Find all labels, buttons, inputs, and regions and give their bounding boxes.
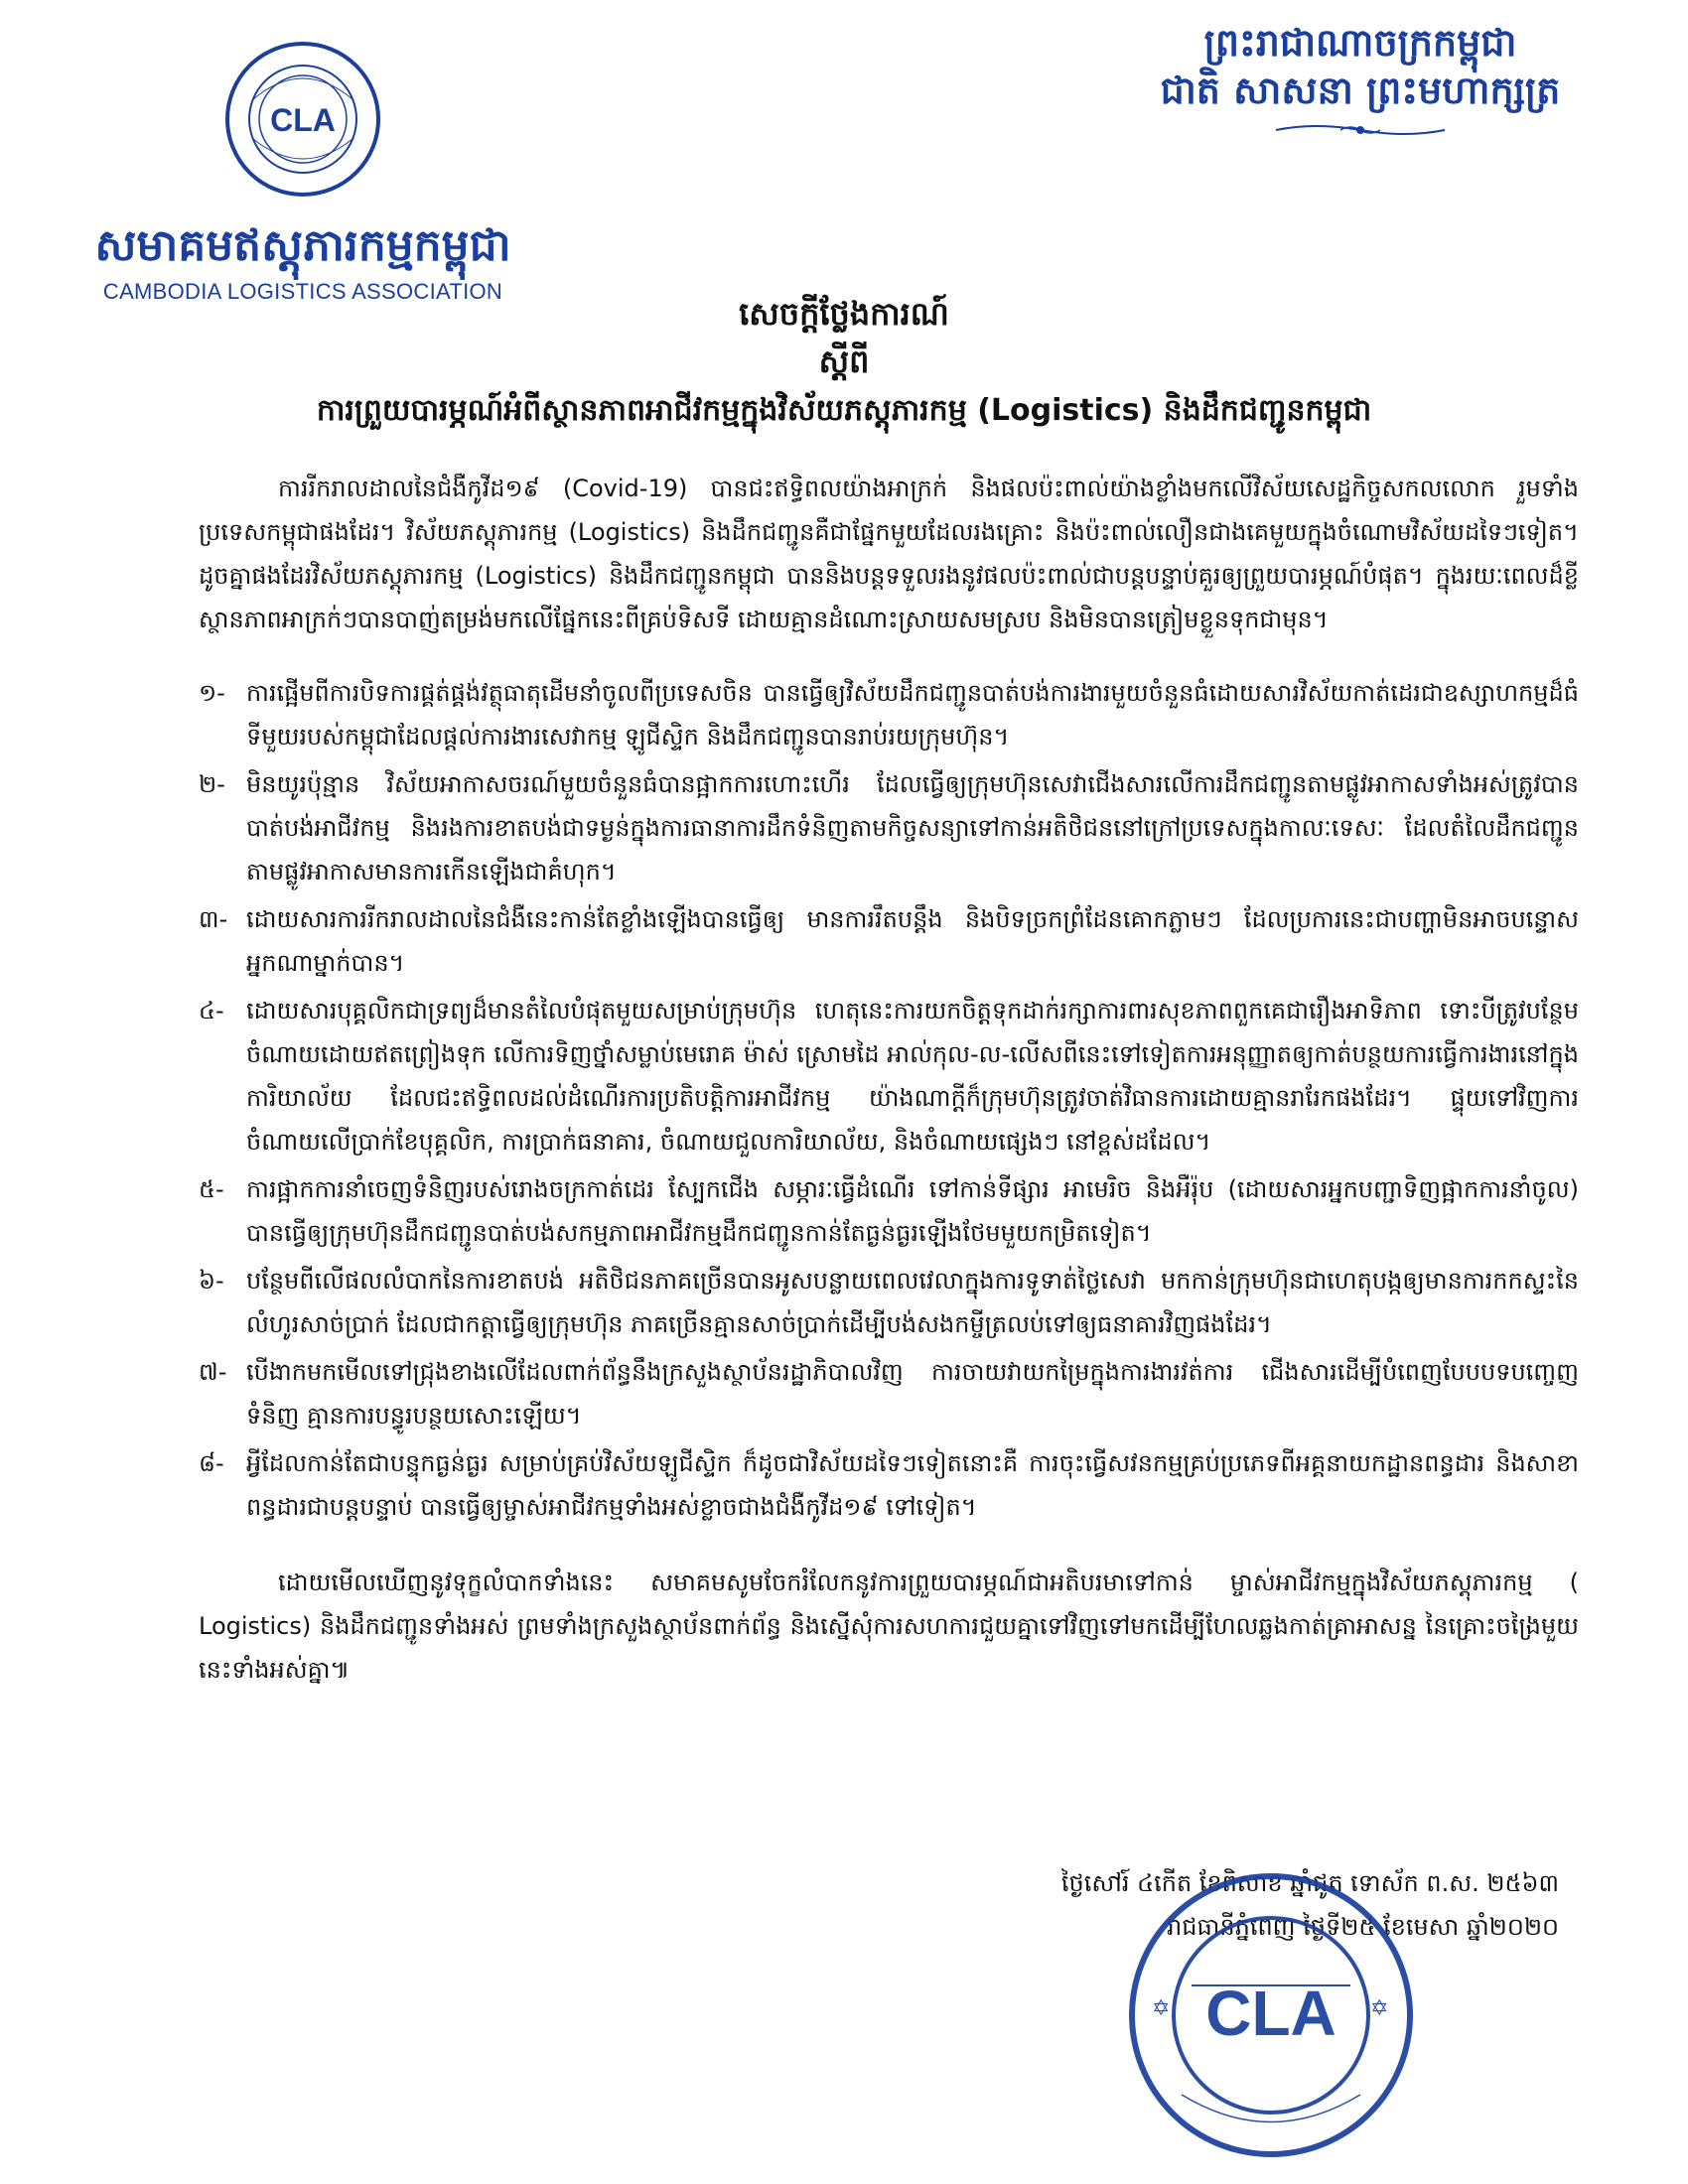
svg-text:✡: ✡ [1370, 1996, 1389, 2021]
point-text: មិនយូរប៉ុន្មាន វិស័យអាកាសចរណ៍មួយចំនួនធំបានផ្អាកការហោះហើរ ដែលធ្វើឲ្យក្រុមហ៊ុនសេវាជើងសារលើការដឹកជញ្ជូនតាមផ្លូវអាកាសទាំងអស់ត្រូវបានបាត់បង់អាជីវកម្ម និងរងការខាតបង់ជាទម្ងន់ក្នុងការធានាការដឹកទំនិញតាមកិច្ចសន្យាទៅកាន់អតិថិជននៅក្រៅប្រទេសក្នុងកាលៈទេសៈ ដែលតំលៃដឹកជញ្ជូនតាមផ្លូវអាកាសមានការកើនឡើងជាគំហុក។ [246, 770, 1579, 886]
list-item [199, 1259, 1579, 1346]
title-statement: សេចក្ដីថ្លែងការណ៍ [739, 295, 949, 333]
cla-logo [223, 40, 382, 199]
statement-titles [99, 290, 1589, 437]
svg-text:CLA: CLA [270, 102, 336, 138]
point-text: អ្វីដែលកាន់តែជាបន្ទុកធ្ងន់ធ្ងរ សម្រាប់គ្រប់វិស័យឡូជីស្ទិក ក៏ដូចជាវិស័យដទៃៗទៀតនោះគឺ ការចុះធ្វើសវនកម្មគ្រប់ប្រភេទពីអគ្គនាយកដ្ឋានពន្ធដារ និងសាខាពន្ធដារជាបន្តបន្ទាប់ បានធ្វើឲ្យម្ចាស់អាជីវកម្មទាំងអស់ខ្លាចជាងជំងឺកូវីដ១៩ ទៅទៀត។ [246, 1449, 1579, 1521]
points-list [199, 671, 1579, 1529]
point-number: ៦- [199, 1267, 224, 1295]
point-number: ៣- [199, 905, 228, 933]
ornament-divider-icon [1271, 120, 1450, 140]
kingdom-line-2: ជាតិ សាសនា ព្រះមហាក្សត្រ [1160, 68, 1561, 112]
point-text: បន្ថែមពីលើផលលំបាកនៃការខាតបង់ អតិថិជនភាគច្រើនបានអូសបន្លាយពេលវេលាក្នុងការទូទាត់ថ្លៃសេវា មកកាន់ក្រុមហ៊ុនជាហេតុបង្កឲ្យមានការកកស្ទះនៃលំហូរសាច់ប្រាក់ ដែលជាកត្តាធ្វើឲ្យក្រុមហ៊ុន ភាគច្រើនគ្មានសាច់ប្រាក់ដើម្បីបង់សងកម្ចីត្រលប់ទៅឲ្យធនាគារវិញផងដែរ។ [246, 1267, 1579, 1338]
point-text: បើងាកមកមើលទៅជ្រុងខាងលើដែលពាក់ព័ន្ធនឹងក្រសួងស្ថាប័នរដ្ឋាភិបាលវិញ ការចាយវាយកម្រៃក្នុងការងារវត់ការ ជើងសារដើម្បីបំពេញបែបបទបញ្ចេញទំនិញ គ្មានការបន្ធូរបន្ថយសោះឡើយ។ [246, 1358, 1579, 1430]
list-item [199, 1350, 1579, 1437]
list-item [199, 1167, 1579, 1255]
org-name-english: CAMBODIA LOGISTICS ASSOCIATION [102, 278, 503, 304]
list-item [199, 671, 1579, 758]
date-lunar: ថ្ងៃសៅរ៍ ៤កើត ខែពិសាខ ឆ្នាំជូត ទោស័ក ព.ស. ២៥៦៣ [1060, 1869, 1559, 1897]
list-item [199, 1441, 1579, 1529]
point-number: ៨- [199, 1449, 224, 1477]
statement-body [199, 467, 1579, 1692]
organization-logo-block [94, 40, 511, 305]
list-item [199, 897, 1579, 985]
kingdom-header [1102, 20, 1618, 140]
svg-text:CLA: CLA [1205, 1978, 1336, 2049]
point-text: ដោយសារការរីករាលដាលនៃជំងឺនេះកាន់តែខ្លាំងឡើងបានធ្វើឲ្យ មានការរឹតបន្តឹង និងបិទច្រកព្រំដែនគោកភ្លាមៗ ដែលប្រការនេះជាបញ្ហាមិនអាចបន្ទោសអ្នកណាម្នាក់បាន។ [246, 905, 1579, 977]
title-subject: ការព្រួយបារម្ភណ៍អំពីស្ថានភាពអាជីវកម្មក្នុងវិស័យភស្ដុភារកម្ម (Logistics) និងដឹកជញ្ជូនកម្ពុជា [316, 393, 1372, 428]
list-item [199, 989, 1579, 1163]
date-gregorian: រាជធានីភ្នំពេញ ថ្ងៃទី២៥ ខែមេសា ឆ្នាំ២០២០ [1167, 1913, 1559, 1941]
svg-text:✡: ✡ [1152, 1996, 1171, 2021]
point-number: ២- [199, 770, 225, 798]
org-name-khmer: សមាគមឥស្ដុភារកម្មកម្ពុជា [94, 220, 511, 271]
intro-paragraph: ការរីករាលដាលនៃជំងឺកូវីដ១៩ (Covid-19) បានជះឥទ្ធិពលយ៉ាងអាក្រក់ និងផលប៉ះពាល់យ៉ាងខ្លាំងមកលើវិស័យសេដ្ឋកិច្ចសកលលោក រួមទាំងប្រទេសកម្ពុជាផងដែរ។ វិស័យភស្ដុភារកម្ម (Logistics) និងដឹកជញ្ជូនគឺជាផ្នែកមួយដែលរងគ្រោះ និងប៉ះពាល់លឿនជាងគេមួយក្នុងចំណោមវិស័យដទៃៗទៀត។ ដូចគ្នាផងដែរវិស័យភស្ដុភារកម្ម (Logistics) និងដឹកជញ្ជូនកម្ពុជា បាននិងបន្តទទួលរងនូវផលប៉ះពាល់ជាបន្តបន្ទាប់គួរឲ្យព្រួយបារម្ភណ៍បំផុត។ ក្នុងរយៈពេលដ៏ខ្លីស្ថានភាពអាក្រក់ៗបានបាញ់តម្រង់មកលើផ្នែកនេះពីគ្រប់ទិសទី ដោយគ្មានដំណោះស្រាយសមស្រប និងមិនបានត្រៀមខ្លួនទុកជាមុន។ [199, 475, 1579, 633]
point-text: ការផ្អាកការនាំចេញទំនិញរបស់រោងចក្រកាត់ដេរ ស្បែកជើង សម្ភារៈធ្វើដំណើរ ទៅកាន់ទីផ្សារ អាមេរិច និងអឺរ៉ុប (ដោយសារអ្នកបញ្ជាទិញផ្អាកការនាំចូល) បានធ្វើឲ្យក្រុមហ៊ុនដឹកជញ្ជូនបាត់បង់សកម្មភាពអាជីវកម្មដឹកជញ្ជូនកាន់តែធ្ងន់ធ្ងរឡើងថែមមួយកម្រិតទៀត។ [246, 1175, 1579, 1247]
point-text: ការផ្អើមពីការបិទការផ្គត់ផ្គង់វត្ថុធាតុដើមនាំចូលពីប្រទេសចិន បានធ្វើឲ្យវិស័យដឹកជញ្ជូនបាត់បង់ការងារមួយចំនួនធំដោយសារវិស័យកាត់ដេរជាឧស្សាហកម្មដ៏ធំទីមួយរបស់កម្ពុជាដែលផ្ដល់ការងារសេវាកម្ម ឡូជីស្ទិក និងដឹកជញ្ជូនបានរាប់រយក្រុមហ៊ុន។ [246, 679, 1579, 751]
point-number: ៥- [199, 1175, 224, 1203]
point-text: ដោយសារបុគ្គលិកជាទ្រព្យដ៏មានតំលៃបំផុតមួយសម្រាប់ក្រុមហ៊ុន ហេតុនេះការយកចិត្តទុកដាក់រក្សាការពារសុខភាពពួកគេជារឿងអាទិភាព ទោះបីត្រូវបន្ថែមចំណាយដោយឥតព្រៀងទុក លើការទិញថ្នាំសម្លាប់មេរោគ ម៉ាស់ ស្រោមដៃ អាល់កុល-ល-លើសពីនេះទៅទៀតការអនុញ្ញាតឲ្យកាត់បន្ថយការធ្វើការងារនៅក្នុងការិយាល័យ ដែលជះឥទ្ធិពលដល់ដំណើរការប្រតិបត្តិការអាជីវកម្ម យ៉ាងណាក្ដីក៏ក្រុមហ៊ុនត្រូវចាត់វិធានការដោយគ្មានរារែកផងដែរ។ ផ្ទុយទៅវិញការចំណាយលើប្រាក់ខែបុគ្គលិក, ការប្រាក់ធនាគារ, ចំណាយជួលការិយាល័យ, និងចំណាយផ្សេងៗ នៅខ្ពស់ដដែល។ [246, 997, 1579, 1156]
closing-paragraph: ដោយមើលឃើញនូវទុក្ខលំបាកទាំងនេះ សមាគមសូមចែករំលែកនូវការព្រួយបារម្ភណ៍ជាអតិបរមាទៅកាន់ ម្ចាស់អាជីវកម្មក្នុងវិស័យភស្ដុភារកម្ម ( Logistics) និងដឹកជញ្ជូនទាំងអស់ ព្រមទាំងក្រសួងស្ថាប័នពាក់ព័ន្ធ និងស្នើសុំការសហការជួយគ្នាទៅវិញទៅមកដើម្បីហែលឆ្លងកាត់គ្រាអាសន្ន នៃគ្រោះចង្រៃមួយនេះទាំងអស់គ្នា៕ [199, 1569, 1579, 1684]
point-number: ១- [199, 679, 225, 707]
list-item [199, 762, 1579, 893]
title-about: ស្ដីពី [818, 342, 870, 380]
point-number: ៧- [199, 1358, 227, 1386]
official-stamp [1122, 1866, 1420, 2164]
kingdom-line-1: ព្រះរាជាណាចក្រកម្ពុជា [1203, 21, 1517, 65]
point-number: ៤- [199, 997, 224, 1024]
